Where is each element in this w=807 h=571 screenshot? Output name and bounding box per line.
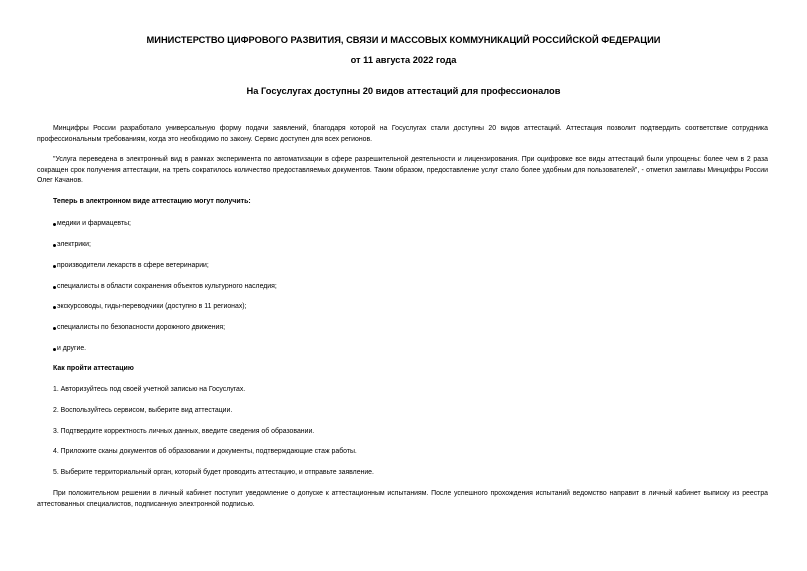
bullet-icon (53, 244, 56, 247)
bullet-icon (53, 286, 56, 289)
closing-paragraph: При положительном решении в личный кабинет поступит уведомление о допуске к аттестационным испытаниям. После успешного прохождения испытаний ведомство направит в личный кабинет выписку из реестра аттестованных специалистов, подписанную электронной подписью. (37, 490, 768, 508)
bullet-icon (53, 327, 56, 330)
ministry-name: МИНИСТЕРСТВО ЦИФРОВОГО РАЗВИТИЯ, СВЯЗИ И МАССОВЫХ КОММУНИКАЦИЙ РОССИЙСКОЙ ФЕДЕРАЦИИ (146, 35, 661, 45)
bullet-icon (53, 223, 56, 226)
step-item: 5. Выберите территориальный орган, который будет проводить аттестацию, и отправьте заявление. (53, 469, 374, 476)
quote-paragraph: "Услуга переведена в электронный вид в рамках эксперимента по автоматизации в сфере разрешительной деятельности и лицензирования. При оцифровке все виды аттестаций были упрощены: более чем в 2 раза сокращен срок получения аттестации, на треть сократилось количество предоставляемых документов. Таким образом, предоставление услуг стало более удобным для пользователей", - отметил замглавы Минцифры России Олег Качанов. (37, 156, 768, 184)
step-item: 1. Авторизуйтесь под своей учетной записью на Госуслугах. (53, 386, 246, 393)
list-item (53, 282, 277, 291)
list-item-text: специалисты по безопасности дорожного движения; (57, 324, 225, 331)
bullet-icon (53, 348, 56, 351)
bullet-icon (53, 306, 56, 309)
list-item-text: медики и фармацевты; (57, 220, 131, 227)
step-item: 4. Приложите сканы документов об образовании и документы, подтверждающие стаж работы. (53, 448, 357, 455)
list-item (53, 219, 131, 228)
document-title: На Госуслугах доступны 20 видов аттестаций для профессионалов (246, 86, 561, 96)
intro-paragraph: Минцифры России разработало универсальную форму подачи заявлений, благодаря которой на Госуслугах стали доступны 20 видов аттестаций. Аттестация позволит подтвердить соответствие сотрудника профессиональным требованиям, когда это необходимо по закону. Сервис доступен для всех регионов. (37, 125, 768, 143)
list-item-text: экскурсоводы, гиды-переводчики (доступно в 11 регионах); (57, 303, 247, 310)
list-item-text: специалисты в области сохранения объектов культурного наследия; (57, 283, 277, 290)
step-item: 2. Воспользуйтесь сервисом, выберите вид аттестации. (53, 407, 233, 414)
list-item (53, 240, 91, 249)
who-heading: Теперь в электронном виде аттестацию могут получить: (53, 198, 251, 205)
how-heading: Как пройти аттестацию (53, 365, 134, 372)
list-item (53, 344, 86, 353)
list-item-text: производители лекарств в сфере ветеринарии; (57, 262, 209, 269)
list-item-text: и другие. (57, 345, 87, 352)
document-date: от 11 августа 2022 года (350, 55, 457, 65)
list-item (53, 302, 246, 311)
list-item (53, 323, 225, 332)
list-item-text: электрики; (57, 241, 91, 248)
bullet-icon (53, 265, 56, 268)
list-item (53, 261, 209, 270)
step-item: 3. Подтвердите корректность личных данных, введите сведения об образовании. (53, 428, 315, 435)
